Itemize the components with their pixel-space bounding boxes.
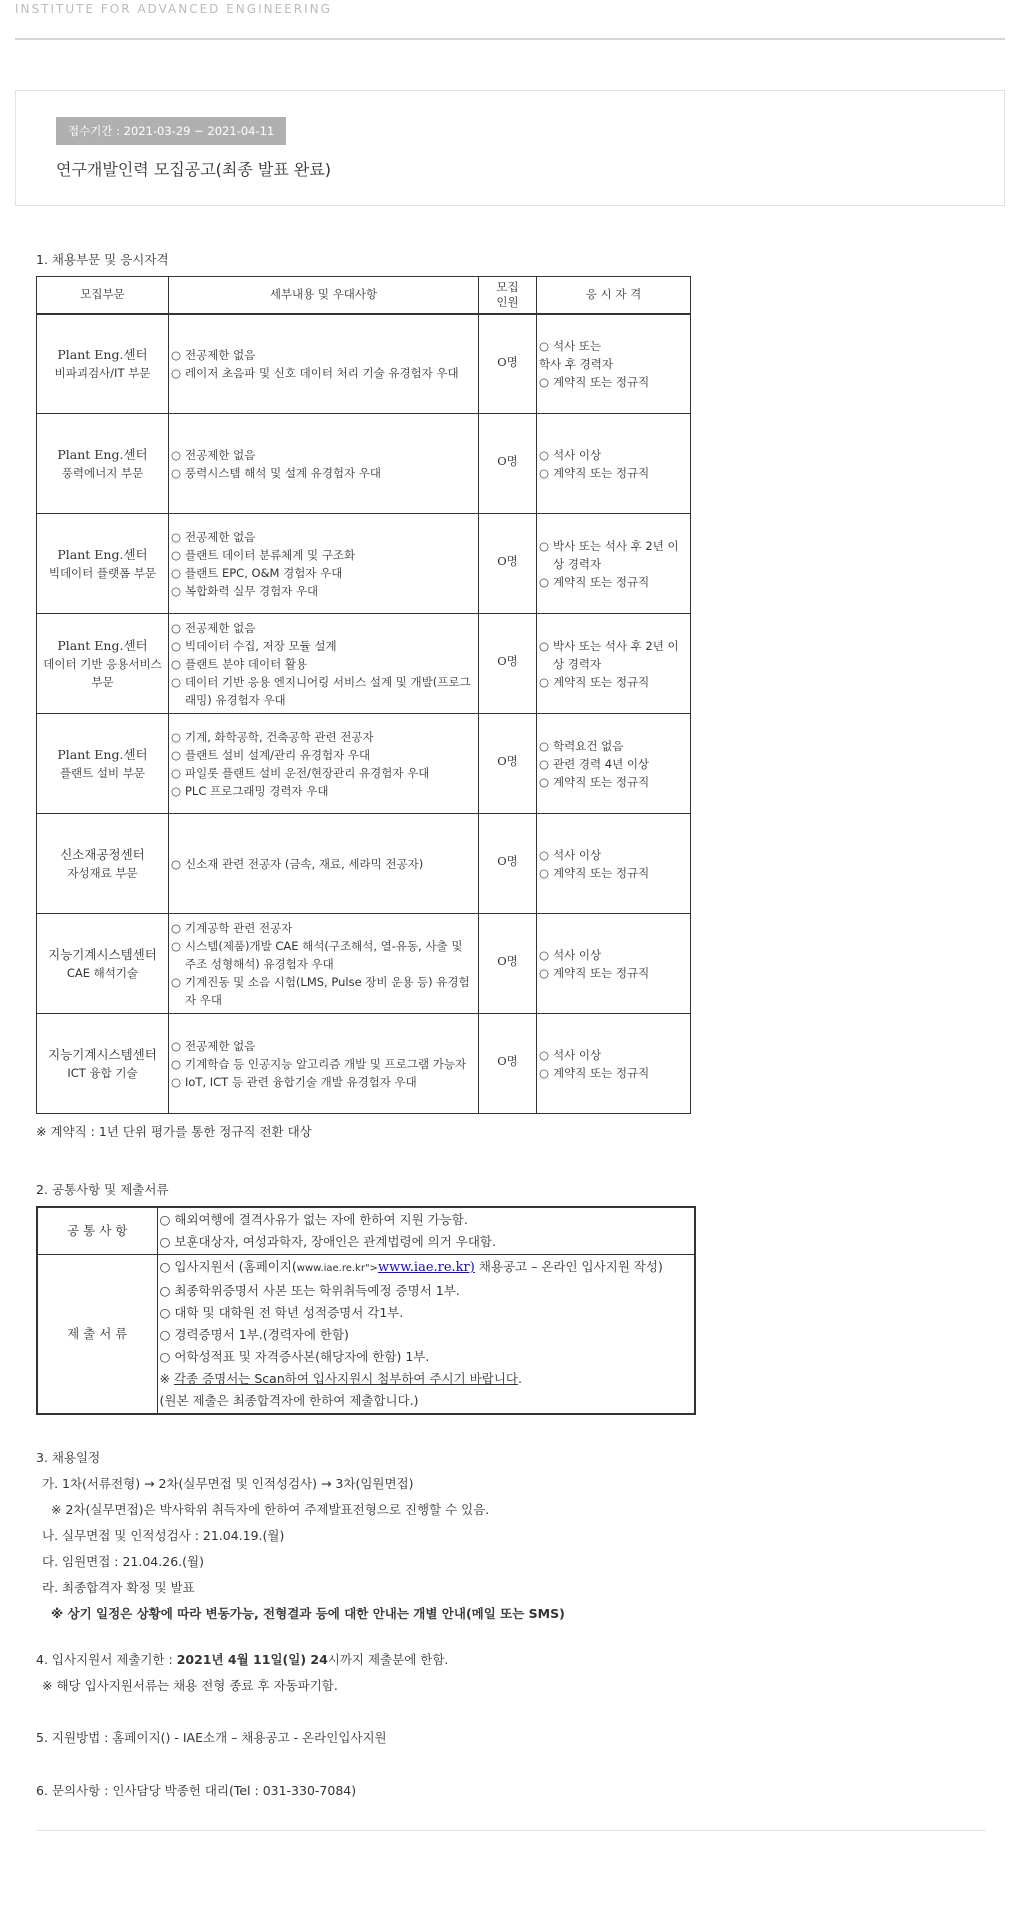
table-row: [37, 514, 691, 614]
qualification-item: ○ 계약직 또는 정규직: [539, 374, 650, 389]
document-item: ○ 어학성적표 및 자격증사본(해당자에 한함) 1부.: [159, 1349, 430, 1364]
post-title: 연구개발인력 모집공고(최종 발표 완료): [56, 160, 332, 179]
documents-content: [157, 1255, 695, 1415]
common-item: ○ 보훈대상자, 여성과학자, 장애인은 관계법령에 의거 우대함.: [159, 1234, 496, 1249]
qualifications-cell: [537, 314, 691, 414]
qualifications-cell: [537, 614, 691, 714]
detail-item: ○ 전공제한 없음: [171, 347, 256, 362]
qualification-item: ○ 박사 또는 석사 후 2년 이상 경력자: [539, 638, 679, 671]
contract-note: ※ 계약직 : 1년 단위 평가를 통한 정규직 전환 대상: [36, 1124, 312, 1139]
dept-center: Plant Eng.센터: [57, 546, 148, 562]
dept-division: 데이터 기반 응용서비스 부문: [43, 656, 162, 689]
document-item: ○ 경력증명서 1부.(경력자에 한함): [159, 1327, 349, 1342]
detail-item: ○ 시스템(제품)개발 CAE 해석(구조해석, 열-유동, 사출 및 주조 성형해석) 유경험자 우대: [171, 938, 463, 971]
document-item: ○ 입사지원서 (홈페이지(www.iae.re.kr">www.iae.re.kr) 채용공고 – 온라인 입사지원 작성): [159, 1259, 663, 1275]
dept-division: 플랜트 설비 부문: [59, 765, 146, 780]
details-cell: [169, 714, 479, 814]
dept-center: Plant Eng.센터: [57, 346, 148, 362]
original-note: (원본 제출은 최종합격자에 한하여 제출합니다.): [159, 1393, 419, 1408]
homepage-link[interactable]: www.iae.re.kr): [377, 1260, 475, 1275]
count-cell: O명: [479, 414, 537, 514]
count-cell: O명: [479, 714, 537, 814]
qualifications-cell: [537, 514, 691, 614]
details-cell: [169, 914, 479, 1014]
common-row: [37, 1207, 695, 1255]
detail-item: ○ 플랜트 설비 설계/관리 유경험자 우대: [171, 747, 371, 762]
section3: [36, 1445, 986, 1627]
qualification-item: ○ 계약직 또는 정규직: [539, 965, 650, 980]
schedule-step-a-note: ※ 2차(실무면접)은 박사학위 취득자에 한하여 주제발표전형으로 진행할 수 있음.: [51, 1502, 490, 1517]
count-cell: O명: [479, 514, 537, 614]
detail-item: ○ 데이터 기반 응용 엔지니어링 서비스 설계 및 개발(프로그래밍) 유경험자 우대: [171, 674, 471, 707]
detail-item: ○ 전공제한 없음: [171, 447, 256, 462]
schedule-step-c: 다. 임원면접 : 21.04.26.(월): [42, 1554, 204, 1569]
site-header: [15, 0, 1005, 40]
qualification-item: ○ 계약직 또는 정규직: [539, 674, 650, 689]
schedule-step-b: 나. 실무면접 및 인적성검사 : 21.04.19.(월): [42, 1528, 285, 1543]
table-row: [37, 614, 691, 714]
qualification-item: ○ 석사 이상: [539, 947, 602, 962]
table-row: [37, 414, 691, 514]
detail-item: ○ 기계공학 관련 전공자: [171, 920, 293, 935]
table-row: [37, 914, 691, 1014]
dept-cell: [37, 614, 169, 714]
details-cell: [169, 314, 479, 414]
detail-item: ○ 신소재 관련 전공자 (금속, 재료, 세라믹 전공자): [171, 856, 424, 871]
document-item: ○ 최종학위증명서 사본 또는 학위취득예정 증명서 1부.: [159, 1283, 460, 1298]
documents-label: 제 출 서 류: [37, 1255, 157, 1415]
dept-cell: [37, 714, 169, 814]
section5-apply-method: 5. 지원방법 : 홈페이지() - IAE소개 – 채용공고 - 온라인입사지원: [36, 1730, 387, 1745]
detail-item: ○ 레이저 초음파 및 신호 데이터 처리 기술 유경험자 우대: [171, 365, 459, 380]
dept-center: Plant Eng.센터: [57, 746, 148, 762]
qualification-item: ○ 계약직 또는 정규직: [539, 574, 650, 589]
common-requirements-table: [36, 1206, 696, 1415]
footer-divider: [36, 1830, 986, 1831]
post-body: [36, 250, 986, 1804]
scan-note: ※ 각종 증명서는 Scan하여 입사지원시 첨부하여 주시기 바랍니다.: [159, 1371, 522, 1386]
table-header-row: [37, 277, 691, 314]
deadline-line: 4. 입사지원서 제출기한 : 2021년 4월 11일(일) 24시까지 제출분에 한함.: [36, 1652, 449, 1667]
qualification-item: ○ 석사 또는: [539, 338, 602, 353]
site-brand[interactable]: INSTITUTE FOR ADVANCED ENGINEERING: [15, 2, 332, 16]
recruitment-table: [36, 276, 691, 1114]
qualification-item: ○ 석사 이상: [539, 447, 602, 462]
qualification-item: ○ 계약직 또는 정규직: [539, 865, 650, 880]
deadline-note: ※ 해당 입사지원서류는 채용 전형 종료 후 자동파기함.: [42, 1678, 338, 1693]
detail-item: ○ 전공제한 없음: [171, 1038, 256, 1053]
qualification-item: ○ 계약직 또는 정규직: [539, 1065, 650, 1080]
detail-item: ○ 플랜트 데이터 분류체계 및 구조화: [171, 547, 356, 562]
section2-title: 2. 공통사항 및 제출서류: [36, 1182, 169, 1197]
detail-item: ○ 플랜트 분야 데이터 활용: [171, 656, 308, 671]
qualification-item: ○ 관련 경력 4년 이상: [539, 756, 650, 771]
dept-division: ICT 융합 기술: [67, 1065, 138, 1080]
table-row: [37, 1014, 691, 1114]
count-cell: O명: [479, 614, 537, 714]
detail-item: ○ 전공제한 없음: [171, 529, 256, 544]
qualification-item: ○ 박사 또는 석사 후 2년 이상 경력자: [539, 538, 679, 571]
document-item: ○ 대학 및 대학원 전 학년 성적증명서 각1부.: [159, 1305, 404, 1320]
header-dept: 모집부문: [37, 277, 169, 314]
dept-division: CAE 해석기술: [66, 965, 139, 980]
details-cell: [169, 514, 479, 614]
count-cell: O명: [479, 814, 537, 914]
section4: [36, 1647, 986, 1699]
detail-item: ○ PLC 프로그래밍 경력자 우대: [171, 783, 329, 798]
dept-center: Plant Eng.센터: [57, 637, 148, 653]
section1-title: 1. 채용부문 및 응시자격: [36, 252, 169, 267]
dept-division: 비파괴검사/IT 부문: [54, 365, 151, 380]
dept-cell: [37, 314, 169, 414]
detail-item: ○ 플랜트 EPC, O&M 경험자 우대: [171, 565, 343, 580]
dept-division: 풍력에너지 부문: [61, 465, 144, 480]
common-content: [157, 1207, 695, 1255]
detail-item: ○ 전공제한 없음: [171, 620, 256, 635]
qualification-item: ○ 계약직 또는 정규직: [539, 465, 650, 480]
qualification-item: ○ 학력요건 없음: [539, 738, 624, 753]
section3-title: 3. 채용일정: [36, 1450, 101, 1465]
details-cell: [169, 614, 479, 714]
table-row: [37, 314, 691, 414]
dept-cell: [37, 414, 169, 514]
recruitment-table-body: [37, 314, 691, 1114]
details-cell: [169, 814, 479, 914]
detail-item: ○ 풍력시스템 해석 및 설계 유경험자 우대: [171, 465, 382, 480]
table-row: [37, 714, 691, 814]
detail-item: ○ 빅데이터 수집, 저장 모듈 설계: [171, 638, 337, 653]
detail-item: ○ 기계학습 등 인공지능 알고리즘 개발 및 프로그램 가능자: [171, 1056, 467, 1071]
detail-item: ○ 파일롯 플랜트 설비 운전/현장관리 유경험자 우대: [171, 765, 430, 780]
qualifications-cell: [537, 714, 691, 814]
dept-division: 빅데이터 플랫폼 부문: [48, 565, 157, 580]
schedule-step-a: 가. 1차(서류전형) → 2차(실무면접 및 인적성검사) → 3차(임원면접): [42, 1476, 414, 1491]
detail-item: ○ 기계, 화학공학, 건축공학 관련 전공자: [171, 729, 374, 744]
qualification-item: ○ 계약직 또는 정규직: [539, 774, 650, 789]
detail-item: ○ 기계진동 및 소음 시험(LMS, Pulse 장비 운용 등) 유경험자 우대: [171, 974, 470, 1007]
dept-center: 지능기계시스템센터: [48, 1046, 157, 1062]
qualification-item: ○ 석사 이상: [539, 1047, 602, 1062]
qualification-item: 학사 후 경력자: [539, 356, 613, 371]
notice-header: [15, 90, 1005, 206]
dept-cell: [37, 514, 169, 614]
count-cell: O명: [479, 314, 537, 414]
application-period-badge: 접수기간 : 2021-03-29 ~ 2021-04-11: [56, 117, 286, 145]
details-cell: [169, 414, 479, 514]
details-cell: [169, 1014, 479, 1114]
qualifications-cell: [537, 814, 691, 914]
dept-center: 신소재공정센터: [60, 846, 145, 862]
documents-row: [37, 1255, 695, 1415]
schedule-step-d: 라. 최종합격자 확정 및 발표: [42, 1580, 195, 1595]
qualifications-cell: [537, 914, 691, 1014]
detail-item: ○ IoT, ICT 등 관련 융합기술 개발 유경험자 우대: [171, 1074, 417, 1089]
dept-cell: [37, 814, 169, 914]
common-label: 공 통 사 항: [37, 1207, 157, 1255]
dept-center: Plant Eng.센터: [57, 446, 148, 462]
qualifications-cell: [537, 414, 691, 514]
common-item: ○ 해외여행에 결격사유가 없는 자에 한하여 지원 가능함.: [159, 1212, 468, 1227]
header-count: 모집 인원: [479, 277, 537, 314]
qualifications-cell: [537, 1014, 691, 1114]
dept-cell: [37, 1014, 169, 1114]
dept-center: 지능기계시스템센터: [48, 946, 157, 962]
header-details: 세부내용 및 우대사항: [169, 277, 479, 314]
table-row: [37, 814, 691, 914]
schedule-step-d-note: ※ 상기 일정은 상황에 따라 변동가능, 전형결과 등에 대한 안내는 개별 안내(메일 또는 SMS): [51, 1606, 565, 1621]
dept-division: 자성재료 부문: [67, 865, 138, 880]
section6-contact: 6. 문의사항 : 인사담당 박종헌 대리(Tel : 031-330-7084): [36, 1783, 357, 1798]
dept-cell: [37, 914, 169, 1014]
qualification-item: ○ 석사 이상: [539, 847, 602, 862]
detail-item: ○ 복합화력 실무 경험자 우대: [171, 583, 319, 598]
count-cell: O명: [479, 1014, 537, 1114]
header-qualifications: 응 시 자 격: [537, 277, 691, 314]
count-cell: O명: [479, 914, 537, 1014]
